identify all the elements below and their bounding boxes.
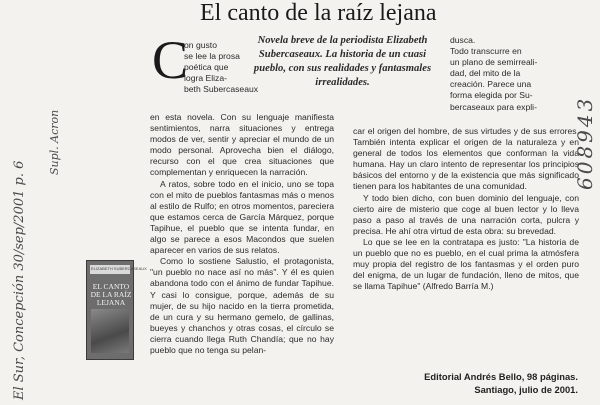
article-title: El canto de la raíz lejana [200, 0, 437, 26]
handwritten-section-note: Supl. Acron [48, 109, 61, 175]
text-line: se lee la prosa [184, 51, 240, 62]
date-line: Santiago, julio de 2001. [474, 384, 578, 395]
paragraph: Y todo bien dicho, con buen dominio del lenguaje, con cierto aire de misterio que coge al buen lector y lo lleva paso a paso al través de una narración corta, pulcra y precisa. He ahí otra virtud de esta obra: su brevedad. [353, 192, 579, 236]
text-line: on gusto [184, 40, 217, 50]
text-line: dad, del mito de la [450, 68, 521, 79]
text-line: beth Subercaseaux [184, 84, 259, 95]
book-cover-image [86, 260, 147, 360]
cover-title: EL CANTO DE LA RAÍZ LEJANA [90, 282, 132, 307]
text-line: forma elegida por Su- [450, 90, 533, 101]
column-2-body [353, 126, 579, 292]
text-line: dusca. [450, 35, 476, 45]
text-line: poética que [184, 62, 229, 73]
drop-cap: C [152, 30, 189, 90]
cover-artwork [91, 309, 129, 353]
handwritten-source-note: El Sur, Concepción 30/sep/2001 p. 6 [12, 160, 27, 400]
text-line: creación. Parece una [450, 79, 532, 90]
text-line: logra Eliza- [184, 73, 227, 84]
paragraph: Lo que se lee en la contratapa es justo: "La historia de un pueblo que no es pueblo, en el cual prima la atmósfera muy propia del registro de los fantasmas y el orden puro del enigma, de un lugar de fundación, lleno de mitos, que se llama Tapihue" (Alfredo Barría M.) [353, 236, 579, 292]
paragraph: car el origen del hombre, de sus virtudes y de sus errores. También intenta explicar el origen de la naturaleza y en general de todos los elementos que conforman la vida humana. Hay un claro intento de representar los principios básicos del entorno y de la existencia que más significado tienen para los habitantes de una comunidad. [353, 126, 579, 192]
article-lead: Novela breve de la periodista Elizabeth Subercaseaux. La historia de un cuasi pueblo, con sus realidades y fantasmales irrealidades. [253, 35, 432, 88]
column-2-intro [450, 35, 580, 113]
paragraph: en esta novela. Con su lenguaje manifiesta sentimientos, narra situaciones y entrega modos de ver, sentir y apreciar el mundo de un modo personal. Aprovecha bien el diálogo, recurso con el que crea situaciones que complementan y enriquecen la narración. [150, 112, 334, 178]
publication-credit [395, 370, 578, 396]
text-line: Todo transcurre en [450, 46, 522, 57]
cover-author: ELIZABETH SUBERCASEAUX [91, 266, 147, 271]
publisher-line: Editorial Andrés Bello, 98 páginas. [424, 371, 578, 382]
paragraph: Como lo sostiene Salustio, el protagonista, "un pueblo no nace así no más". Y él es quien abandona todo con el ánimo de fundar Tapihue. Y casi lo consigue, porque, además de su mujer, de su hijo nacido en la tierra prometida, de un cura y su hermano gemelo, de gallinas, bueyes y chanchos y otras cosas, el círculo se cierra cuando llega Ruth Chandía; que no hay pueblo que no tenga su pelan- [150, 256, 334, 355]
handwritten-archive-number: 608943 [573, 95, 597, 190]
column-1-intro [184, 40, 259, 95]
column-1-body [150, 112, 334, 356]
text-line: bercaseaux para expli- [450, 101, 537, 112]
paragraph: A ratos, sobre todo en el inicio, uno se topa con el mito de pueblos fantasmas más o menos al estilo de Rulfo; en otros momentos, pareciera que estamos cerca de García Márquez, porque Tapihue, el pueblo que se intenta fundar, en algo se parece a esos Macondos que suelen aparecer en varios de sus relatos. [150, 178, 334, 256]
text-line: un plano de semirreali- [450, 57, 538, 68]
